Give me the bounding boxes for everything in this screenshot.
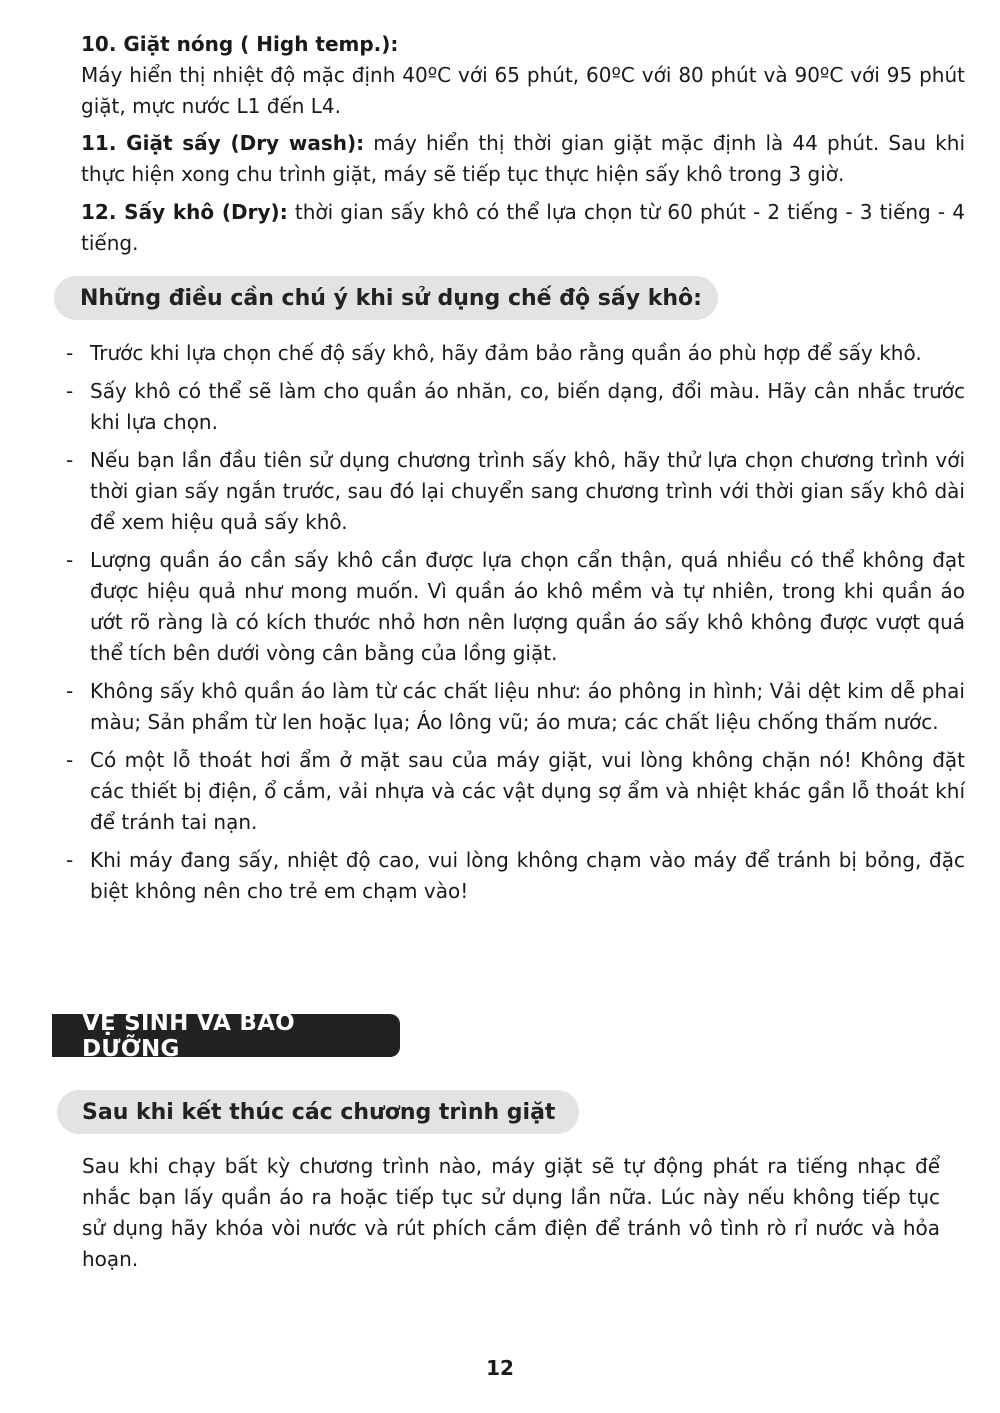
maintenance-banner-text: VỆ SINH VÀ BẢO DƯỠNG (82, 1009, 295, 1062)
list-item-text: Lượng quần áo cần sấy khô cần được lựa chọn cẩn thận, quá nhiều có thể không đạt được hiệu quả như mong muốn. Vì quần áo khô mềm và tự nhiên, trong khi quần áo ướt rõ ràng là có kích thước nhỏ hơn nên lượng quần áo sấy khô không được vượt quá thể tích bên dưới vòng cân bằng của lồng giặt. (90, 548, 965, 665)
list-item-text: Không sấy khô quần áo làm từ các chất liệu như: áo phông in hình; Vải dệt kim dễ phai màu; Sản phẩm từ len hoặc lụa; Áo lông vũ; áo mưa; các chất liệu chống thấm nước. (90, 679, 965, 734)
after-programs-heading-text: Sau khi kết thúc các chương trình giặt (82, 1099, 556, 1125)
section-12-title: 12. Sấy khô (Dry): (81, 200, 288, 224)
list-item (66, 445, 965, 538)
section-11-title: 11. Giặt sấy (Dry wash): (81, 131, 365, 155)
dash-marker: - (66, 679, 74, 703)
dash-marker: - (66, 341, 74, 365)
section-12 (81, 197, 965, 259)
list-item (66, 338, 965, 369)
dash-marker: - (66, 448, 74, 472)
section-11-text: máy hiển thị thời gian giặt mặc định là 44 phút. Sau khi thực hiện xong chu trình giặt, máy sẽ tiếp tục thực hiện sấy khô trong 3 giờ. (81, 131, 965, 186)
list-item (66, 676, 965, 738)
dry-notes-heading-text: Những điều cần chú ý khi sử dụng chế độ sấy khô: (80, 285, 702, 311)
list-item-text: Sấy khô có thể sẽ làm cho quần áo nhăn, co, biến dạng, đổi màu. Hãy cân nhắc trước khi lựa chọn. (90, 379, 965, 434)
page-number: 12 (486, 1356, 514, 1380)
list-item-text: Nếu bạn lần đầu tiên sử dụng chương trình sấy khô, hãy thử lựa chọn chương trình với thời gian sấy ngắn trước, sau đó lại chuyển sang chương trình với thời gian sấy khô dài để xem hiệu quả sấy khô. (90, 448, 965, 534)
maintenance-banner (52, 1009, 400, 1062)
list-item (66, 745, 965, 838)
list-item-text: Khi máy đang sấy, nhiệt độ cao, vui lòng không chạm vào máy để tránh bị bỏng, đặc biệt không nên cho trẻ em chạm vào! (90, 848, 965, 903)
dry-notes-heading (54, 276, 718, 320)
section-12-text: thời gian sấy khô có thể lựa chọn từ 60 phút - 2 tiếng - 3 tiếng - 4 tiếng. (81, 200, 965, 255)
section-10 (81, 29, 965, 122)
dry-notes-list (66, 338, 965, 914)
list-item (66, 376, 965, 438)
section-10-title: 10. Giặt nóng ( High temp.): (81, 32, 399, 56)
section-10-text: Máy hiển thị nhiệt độ mặc định 40ºC với 65 phút, 60ºC với 80 phút và 90ºC với 95 phút giặt, mực nước L1 đến L4. (81, 63, 965, 118)
dash-marker: - (66, 848, 74, 872)
dash-marker: - (66, 748, 74, 772)
list-item-text: Có một lỗ thoát hơi ẩm ở mặt sau của máy giặt, vui lòng không chặn nó! Không đặt các thiết bị điện, ổ cắm, vải nhựa và các vật dụng sợ ẩm và nhiệt khác gần lỗ thoát khí để tránh tai nạn. (90, 748, 965, 834)
section-11 (81, 128, 965, 190)
after-programs-heading (57, 1090, 579, 1134)
dash-marker: - (66, 548, 74, 572)
list-item (66, 845, 965, 907)
list-item-text: Trước khi lựa chọn chế độ sấy khô, hãy đảm bảo rằng quần áo phù hợp để sấy khô. (90, 341, 922, 365)
dash-marker: - (66, 379, 74, 403)
maintenance-text: Sau khi chạy bất kỳ chương trình nào, máy giặt sẽ tự động phát ra tiếng nhạc để nhắc bạn lấy quần áo ra hoặc tiếp tục sử dụng lần nữa. Lúc này nếu không tiếp tục sử dụng hãy khóa vòi nước và rút phích cắm điện để tránh vô tình rò rỉ nước và hỏa hoạn. (82, 1154, 940, 1271)
list-item (66, 545, 965, 669)
